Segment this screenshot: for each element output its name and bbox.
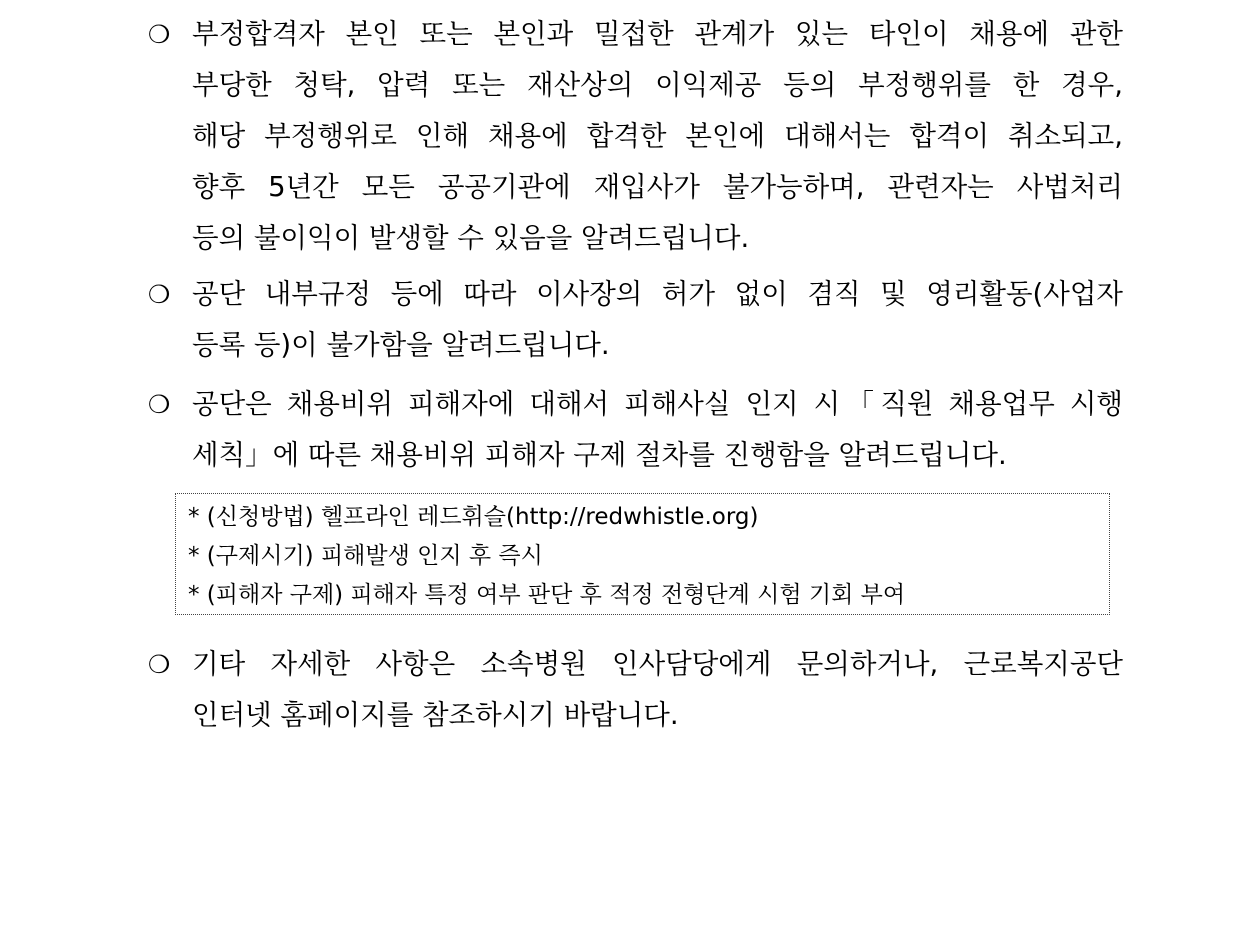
text-line: 부정합격자 본인 또는 본인과 밀접한 관계가 있는 타인이 채용에 관한 xyxy=(192,18,1123,50)
text-line: 해당 부정행위로 인해 채용에 합격한 본인에 대해서는 합격이 취소되고, xyxy=(192,120,1123,152)
notice-text xyxy=(192,269,1123,371)
text-line: 기타 자세한 사항은 소속병원 인사담당에게 문의하거나, 근로복지공단 xyxy=(192,648,1123,680)
text-line: 향후 5년간 모든 공공기관에 재입사가 불가능하며, 관련자는 사법처리 xyxy=(192,171,1123,203)
note-line-relief-timing: * (구제시기) 피해발생 인지 후 즉시 xyxy=(188,543,543,569)
text-line: 공단 내부규정 등에 따라 이사장의 허가 없이 겸직 및 영리활동(사업자 xyxy=(192,278,1123,310)
bullet-circle-icon: ❍ xyxy=(148,20,171,49)
bullet-circle-icon: ❍ xyxy=(148,650,171,679)
bullet-circle-icon: ❍ xyxy=(148,280,171,309)
notice-text xyxy=(192,379,1123,481)
text-line: 공단은 채용비위 피해자에 대해서 피해사실 인지 시「직원 채용업무 시행 xyxy=(192,388,1123,420)
text-line: 등의 불이익이 발생할 수 있음을 알려드립니다. xyxy=(192,222,750,254)
bullet-circle-icon: ❍ xyxy=(148,390,171,419)
text-line: 부당한 청탁, 압력 또는 재산상의 이익제공 등의 부정행위를 한 경우, xyxy=(192,69,1123,101)
text-line: 인터넷 홈페이지를 참조하시기 바랍니다. xyxy=(192,699,679,731)
notice-text xyxy=(192,639,1123,741)
note-line-relief-content: * (피해자 구제) 피해자 특정 여부 판단 후 적정 전형단계 시험 기회 부여 xyxy=(188,582,906,608)
notice-text xyxy=(192,9,1123,264)
text-line: 등록 등)이 불가함을 알려드립니다. xyxy=(192,329,610,361)
text-line: 세칙」에 따른 채용비위 피해자 구제 절차를 진행함을 알려드립니다. xyxy=(192,439,1007,471)
relief-procedure-box xyxy=(175,493,1110,615)
note-line-application-method: * (신청방법) 헬프라인 레드휘슬(http://redwhistle.org) xyxy=(188,504,759,530)
